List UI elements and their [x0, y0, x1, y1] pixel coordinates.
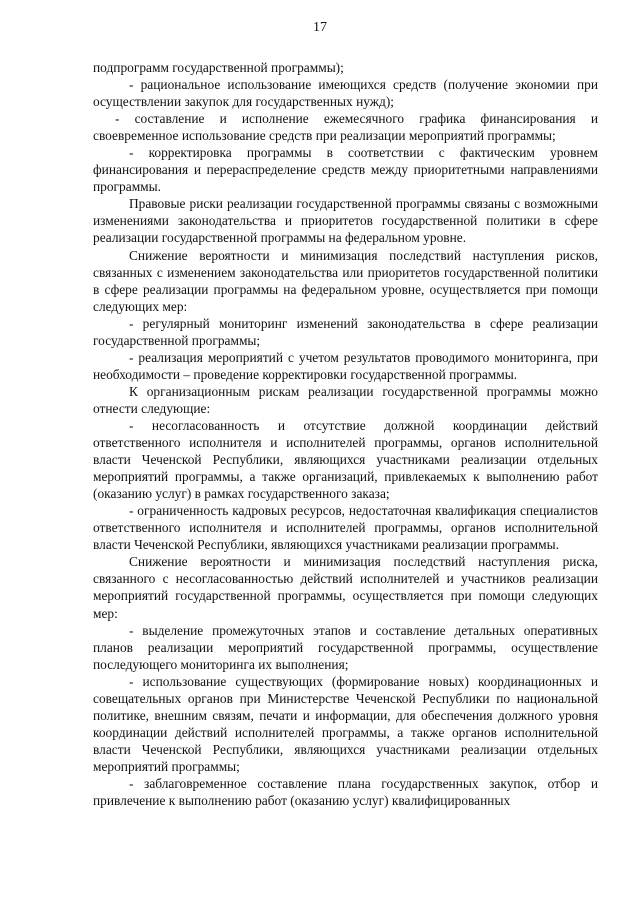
- paragraph: - несогласованность и отсутствие должной координации действий ответственного исполнителя и исполнителей программы, органов исполнительной власти Чеченской Республики, являющихся участниками реализации отдельных мероприятий программы, а также организаций, привлекаемых к выполнению работ (оказанию услуг) в рамках государственного заказа;: [93, 417, 598, 502]
- paragraph: Снижение вероятности и минимизация последствий наступления рисков, связанных с изменением законодательства или приоритетов государственной политики в сфере реализации программы на федеральном уровне, осуществляется при помощи следующих мер:: [93, 247, 598, 314]
- paragraph: - регулярный мониторинг изменений законодательства в сфере реализации государственной программы;: [93, 315, 598, 348]
- paragraph: - корректировка программы в соответствии с фактическим уровнем финансирования и перераспределение средств между приоритетными направлениями программы.: [93, 145, 598, 195]
- paragraph: - составление и исполнение ежемесячного графика финансирования и своевременное использование средств при реализации мероприятий программы;: [93, 111, 598, 144]
- paragraph: - выделение промежуточных этапов и составление детальных оперативных планов реализации мероприятий государственной программы, осуществление последующего мониторинга их выполнения;: [93, 622, 598, 672]
- document-body: [93, 59, 598, 809]
- paragraph: Снижение вероятности и минимизация последствий наступления риска, связанного с несогласованностью действий исполнителей и участников реализации мероприятий государственной программы, осуществляется при помощи следующих мер:: [93, 554, 598, 621]
- paragraph: К организационным рискам реализации государственной программы можно отнести следующие:: [93, 383, 598, 416]
- page-number: 17: [313, 20, 327, 35]
- paragraph: - рациональное использование имеющихся средств (получение экономии при осуществлении закупок для государственных нужд);: [93, 77, 598, 110]
- paragraph: - заблаговременное составление плана государственных закупок, отбор и привлечение к выполнению работ (оказанию услуг) квалифицированных: [93, 775, 598, 809]
- paragraph: Правовые риски реализации государственной программы связаны с возможными изменениями законодательства и приоритетов государственной политики в сфере реализации государственной программы на федеральном уровне.: [93, 196, 598, 246]
- paragraph: - использование существующих (формирование новых) координационных и совещательных органов при Министерстве Чеченской Республики по национальной политике, внешним связям, печати и информации, для обеспечения должного уровня координации действий исполнителей программы, а также органов исполнительной власти Чеченской Республики, являющихся участниками реализации отдельных мероприятий программы;: [93, 673, 598, 774]
- paragraph: - ограниченность кадровых ресурсов, недостаточная квалификация специалистов ответственного исполнителя и исполнителей программы, органов исполнительной власти Чеченской Республики, являющихся участниками реализации программы.: [93, 503, 598, 553]
- paragraph: - реализация мероприятий с учетом результатов проводимого мониторинга, при необходимости – проведение корректировки государственной программы.: [93, 349, 598, 382]
- paragraph: подпрограмм государственной программы);: [93, 60, 344, 75]
